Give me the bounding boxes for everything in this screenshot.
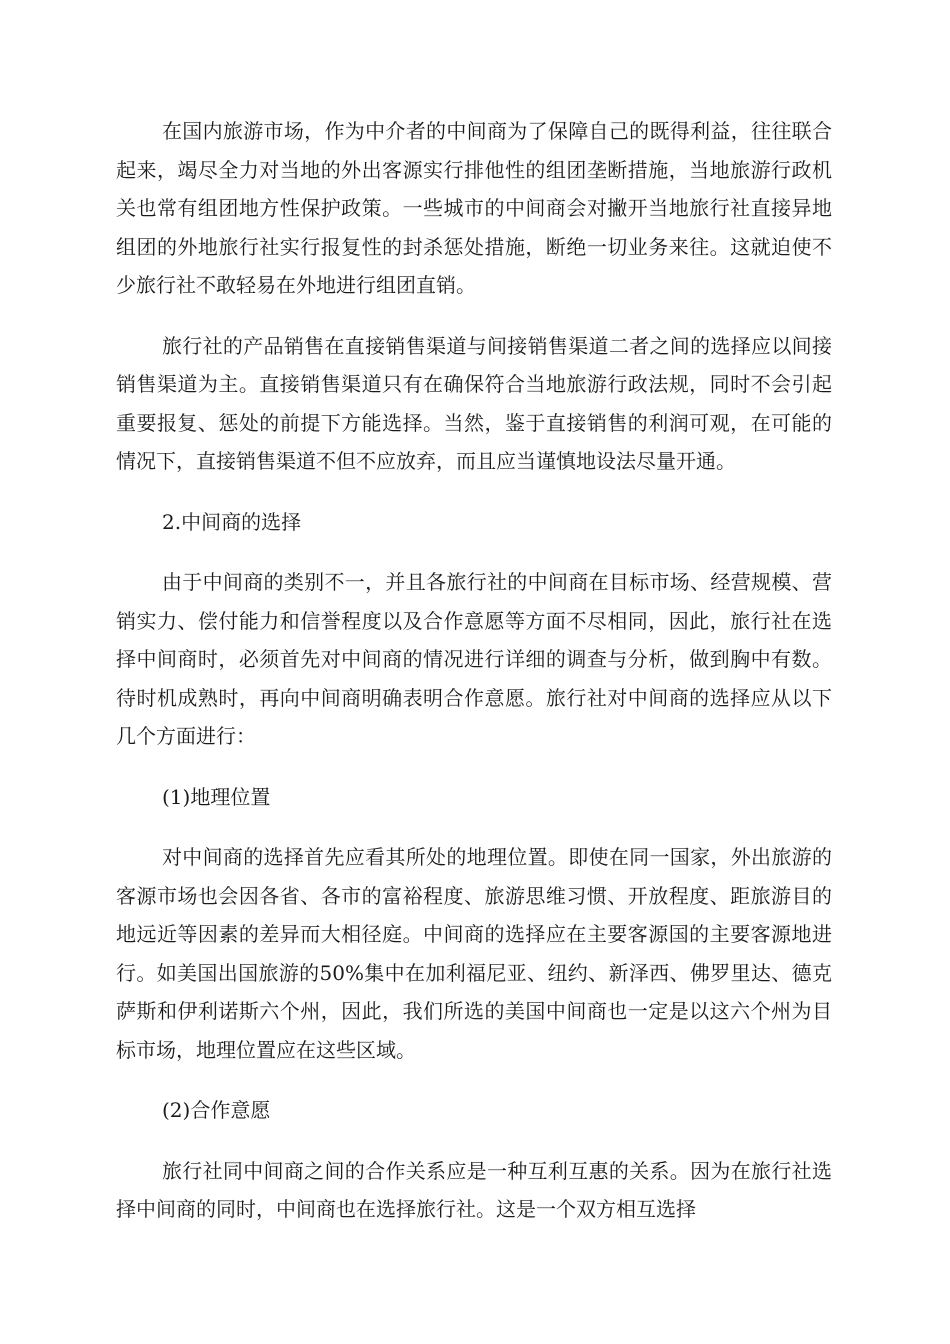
paragraph-domestic-market: 在国内旅游市场，作为中介者的中间商为了保障自己的既得利益，往往联合起来，竭尽全力对当地的外出客源实行排他性的组团垄断措施，当地旅游行政机关也常有组团地方性保护政策。一些城市的中间商会对撇开当地旅行社直接异地组团的外地旅行社实行报复性的封杀惩处措施，断绝一切业务来往。这就迫使不少旅行社不敢轻易在外地进行组团直销。 bbox=[116, 119, 832, 297]
paragraph-geographic-location: 对中间商的选择首先应看其所处的地理位置。即使在同一国家，外出旅游的客源市场也会因各省、各市的富裕程度、旅游思维习惯、开放程度、距旅游目的地远近等因素的差异而大相径庭。中间商的选择应在主要客源国的主要客源地进行。如美国出国旅游的50%集中在加利福尼亚、纽约、新泽西、佛罗里达、德克萨斯和伊利诺斯六个州，因此，我们所选的美国中间商也一定是以这六个州为目标市场，地理位置应在这些区域。 bbox=[116, 845, 832, 1062]
paragraph-sales-channel-choice: 旅行社的产品销售在直接销售渠道与间接销售渠道二者之间的选择应以间接销售渠道为主。直接销售渠道只有在确保符合当地旅游行政法规，同时不会引起重要报复、惩处的前提下方能选择。当然，鉴于直接销售的利润可观，在可能的情况下，直接销售渠道不但不应放弃，而且应当谨慎地设法尽量开通。 bbox=[116, 333, 832, 473]
subheading-geographic-location: (1)地理位置 bbox=[162, 784, 271, 809]
paragraph-intermediary-intro: 由于中间商的类别不一，并且各旅行社的中间商在目标市场、经营规模、营销实力、偿付能力和信誉程度以及合作意愿等方面不尽相同，因此，旅行社在选择中间商时，必须首先对中间商的情况进行详细的调查与分析，做到胸中有数。待时机成熟时，再向中间商明确表明合作意愿。旅行社对中间商的选择应从以下几个方面进行： bbox=[116, 570, 832, 748]
paragraph-cooperation-willingness: 旅行社同中间商之间的合作关系应是一种互利互惠的关系。因为在旅行社选择中间商的同时，中间商也在选择旅行社。这是一个双方相互选择 bbox=[116, 1158, 832, 1221]
subheading-cooperation-willingness: (2)合作意愿 bbox=[162, 1098, 271, 1122]
document-body bbox=[116, 112, 832, 1251]
section-heading-intermediary-selection: 2.中间商的选择 bbox=[162, 509, 302, 534]
